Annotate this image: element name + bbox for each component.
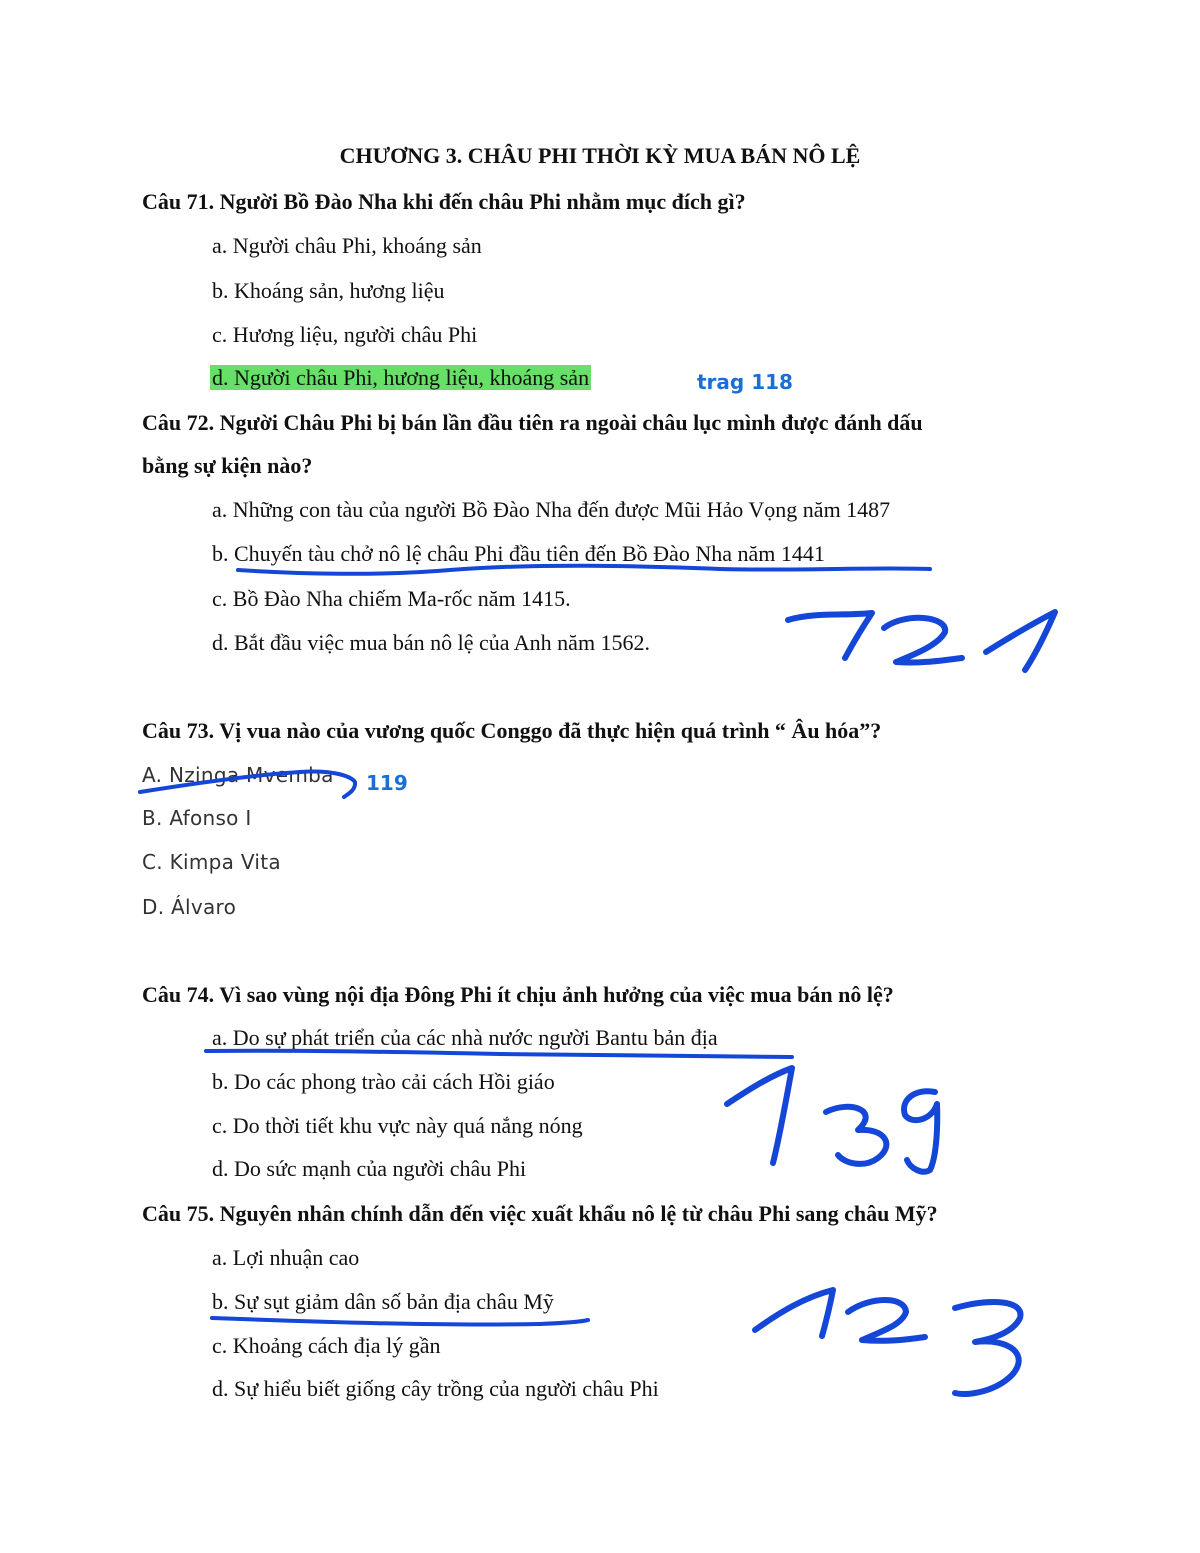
- handwritten-7-q72: [788, 613, 872, 658]
- handwritten-1-q74: [727, 1068, 792, 1163]
- q75-option-a: a. Lợi nhuận cao: [212, 1245, 360, 1270]
- handwritten-1-q72: [986, 612, 1055, 670]
- q72-option-b: b. Chuyến tàu chở nô lệ châu Phi đầu tiên đến Bồ Đào Nha năm 1441: [212, 541, 825, 566]
- q71-option-a: a. Người châu Phi, khoáng sản: [212, 233, 482, 258]
- q73-question: Câu 73. Vị vua nào của vương quốc Conggo đã thực hiện quá trình “ Âu hóa”?: [142, 718, 882, 743]
- q73-option-d: D. Álvaro: [142, 895, 237, 919]
- q74-question: Câu 74. Vì sao vùng nội địa Đông Phi ít chịu ảnh hưởng của việc mua bán nô lệ?: [142, 982, 894, 1007]
- q71-option-c: c. Hương liệu, người châu Phi: [212, 322, 478, 347]
- q72-option-d: d. Bắt đầu việc mua bán nô lệ của Anh năm 1562.: [212, 630, 651, 655]
- q72-question-line2: bằng sự kiện nào?: [142, 453, 313, 478]
- q75-option-c: c. Khoảng cách địa lý gần: [212, 1333, 441, 1358]
- q74-option-d: d. Do sức mạnh của người châu Phi: [212, 1156, 527, 1181]
- handwritten-1-q75: [755, 1290, 833, 1336]
- q75-option-b: b. Sự sụt giảm dân số bản địa châu Mỹ: [212, 1289, 554, 1314]
- q74-option-c: c. Do thời tiết khu vực này quá nắng nóng: [212, 1113, 583, 1138]
- q71-handwritten-note: trag 118: [697, 370, 793, 394]
- q75-option-d: d. Sự hiểu biết giống cây trồng của người châu Phi: [212, 1376, 659, 1401]
- q72-option-c: c. Bồ Đào Nha chiếm Ma-rốc năm 1415.: [212, 586, 571, 611]
- q75-answer-underline: [212, 1318, 588, 1325]
- chapter-title: CHƯƠNG 3. CHÂU PHI THỜI KỲ MUA BÁN NÔ LỆ: [339, 143, 861, 168]
- q74-option-a: a. Do sự phát triển của các nhà nước người Bantu bản địa: [212, 1025, 718, 1050]
- q73-option-c: C. Kimpa Vita: [142, 850, 281, 874]
- q72-option-a: a. Những con tàu của người Bồ Đào Nha đến được Mũi Hảo Vọng năm 1487: [212, 497, 891, 522]
- q74-option-b: b. Do các phong trào cải cách Hồi giáo: [212, 1069, 555, 1094]
- handwritten-3-q74: [826, 1107, 886, 1164]
- q71-option-d: [210, 364, 591, 392]
- handwritten-9-q74: [904, 1091, 937, 1171]
- q72-question-line1: Câu 72. Người Châu Phi bị bán lần đầu tiên ra ngoài châu lục mình được đánh dấu: [142, 410, 923, 435]
- q73-option-a: A. Nzinga Mvemba: [142, 763, 334, 787]
- handwritten-3-q75: [955, 1302, 1020, 1394]
- q73-handwritten-note: 119: [366, 771, 408, 795]
- handwritten-2-q75: [848, 1300, 925, 1341]
- q73-option-b: B. Afonso I: [142, 806, 252, 830]
- q71-option-b: b. Khoáng sản, hương liệu: [212, 278, 445, 303]
- q71-question: Câu 71. Người Bồ Đào Nha khi đến châu Phi nhằm mục đích gì?: [142, 189, 746, 214]
- handwritten-2-q72: [884, 618, 962, 663]
- q71-option-d-highlight: d. Người châu Phi, hương liệu, khoáng sản: [212, 365, 590, 390]
- q75-question: Câu 75. Nguyên nhân chính dẫn đến việc xuất khẩu nô lệ từ châu Phi sang châu Mỹ?: [142, 1201, 938, 1226]
